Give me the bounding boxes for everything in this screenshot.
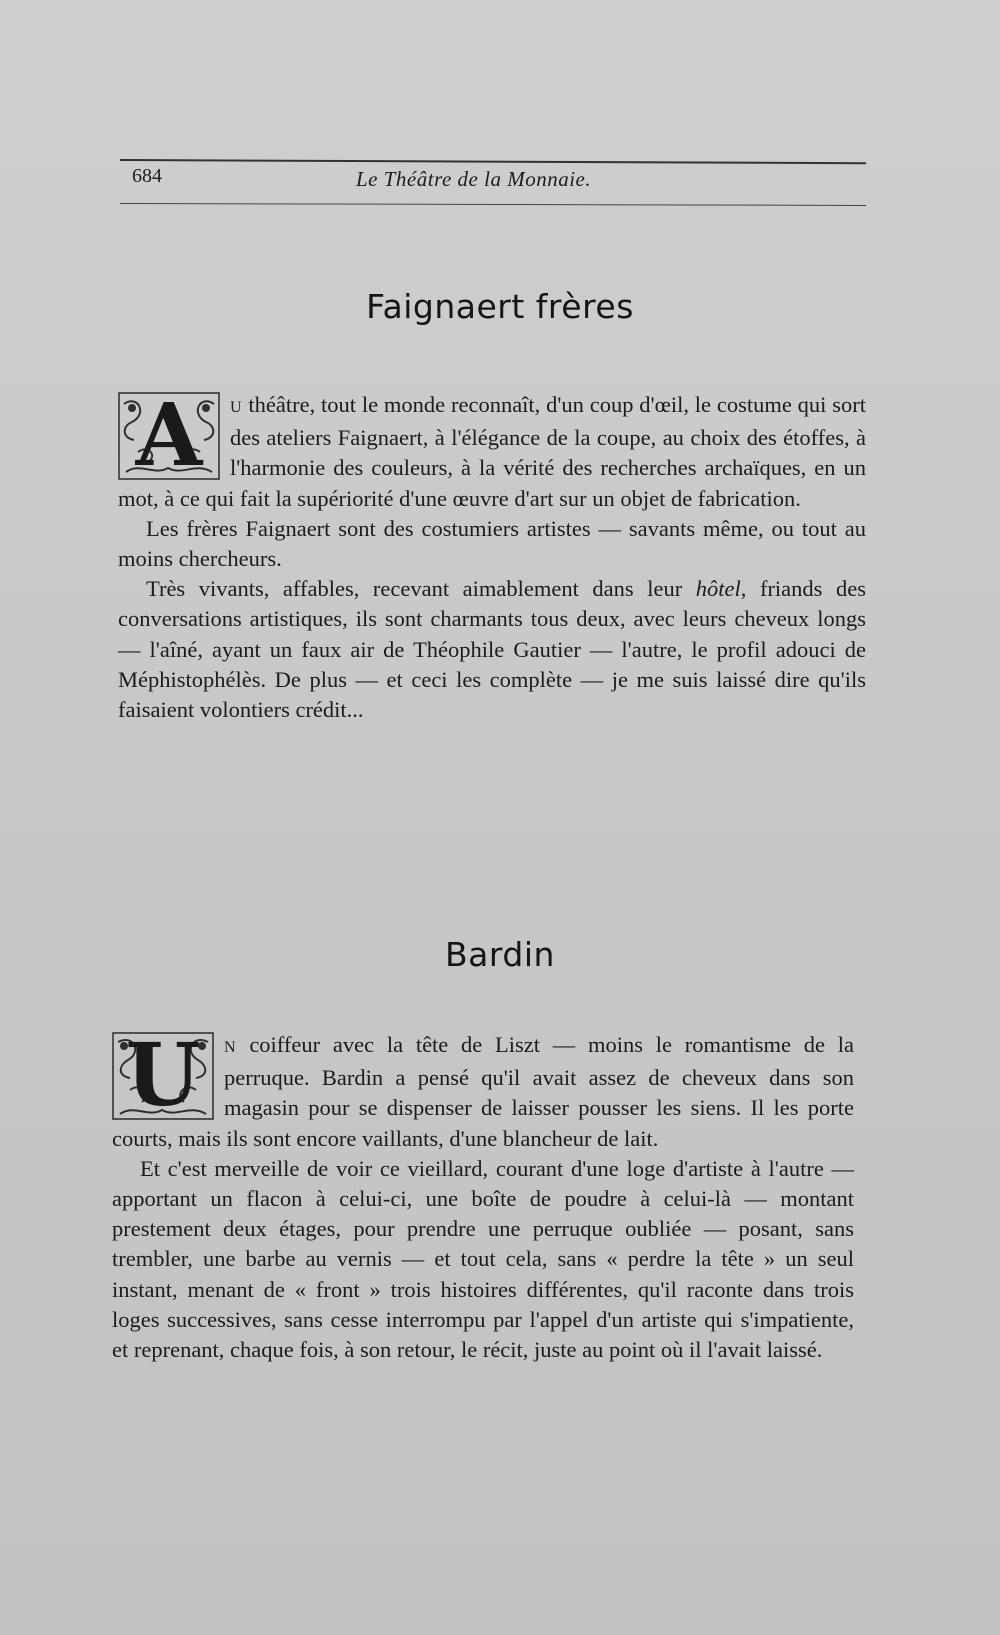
emphasis-text: hôtel: [695, 576, 741, 602]
ornamental-dropcap: [118, 385, 220, 486]
paragraph-text: Très vivants, affables, recevant aimablement dans leur: [146, 576, 696, 602]
lead-caps: U: [230, 399, 243, 416]
paragraph: [112, 1025, 854, 1154]
paragraph-text: coiffeur avec la tête de Liszt — moins le romantisme de la perruque. Bardin a pensé qu'il avait assez de cheveux dans son magasin pour se dispenser de laisser pousser les siens. Il les porte courts, mais ils sont encore vaillants, d'une blancheur de lait.: [112, 1032, 854, 1151]
section-bardin: [112, 1025, 854, 1365]
running-title: Le Théâtre de la Monnaie.: [356, 167, 592, 191]
lead-caps: N: [224, 1039, 237, 1056]
paragraph-text: théâtre, tout le monde reconnaît, d'un coup d'œil, le costume qui sort des ateliers Faignaert, à l'élégance de la coupe, au choix des étoffes, à l'harmonie des couleurs, à la vérité des recherches archaïques, en un mot, à ce qui fait la supériorité d'une œuvre d'art sur un objet de fabrication.: [118, 392, 866, 511]
section-title-faignaert: Faignaert frères: [366, 287, 634, 326]
paragraph-text: , friands des conversations artistiques, ils sont charmants tous deux, avec leurs cheveux longs — l'aîné, ayant un faux air de Théophile Gautier — l'autre, le profil adouci de Méphistophélès. De plus — et ceci les complète — je me suis laissé dire qu'ils faisaient volontiers crédit...: [118, 576, 866, 723]
running-head: [120, 165, 866, 197]
paragraph: [118, 574, 866, 725]
paragraph: [118, 385, 866, 514]
header-rule-top: [120, 159, 866, 164]
ornamental-dropcap: [112, 1025, 214, 1126]
paragraph: Les frères Faignaert sont des costumiers artistes — savants même, ou tout au moins chercheurs.: [118, 515, 866, 572]
paragraph: Et c'est merveille de voir ce vieillard, courant d'une loge d'artiste à l'autre — apportant un flacon à celui-ci, une boîte de poudre à celui-là — montant prestement deux étages, pour prendre une perruque oubliée — posant, sans trembler, une barbe au vernis — et tout cela, sans « perdre la tête » un seul instant, menant de « front » trois histoires différentes, qu'il raconte dans trois loges successives, sans cesse interrompu par l'appel d'un artiste qui s'impatiente, et reprenant, chaque fois, à son retour, le récit, juste au point où il l'avait laissé.: [112, 1155, 854, 1363]
header-rule-bottom: [120, 203, 866, 206]
dropcap-letter: A: [135, 385, 203, 486]
page-number: 684: [132, 165, 162, 187]
section-title-bardin: Bardin: [445, 935, 555, 974]
section-faignaert: [118, 385, 866, 725]
dropcap-letter: U: [125, 1025, 201, 1126]
